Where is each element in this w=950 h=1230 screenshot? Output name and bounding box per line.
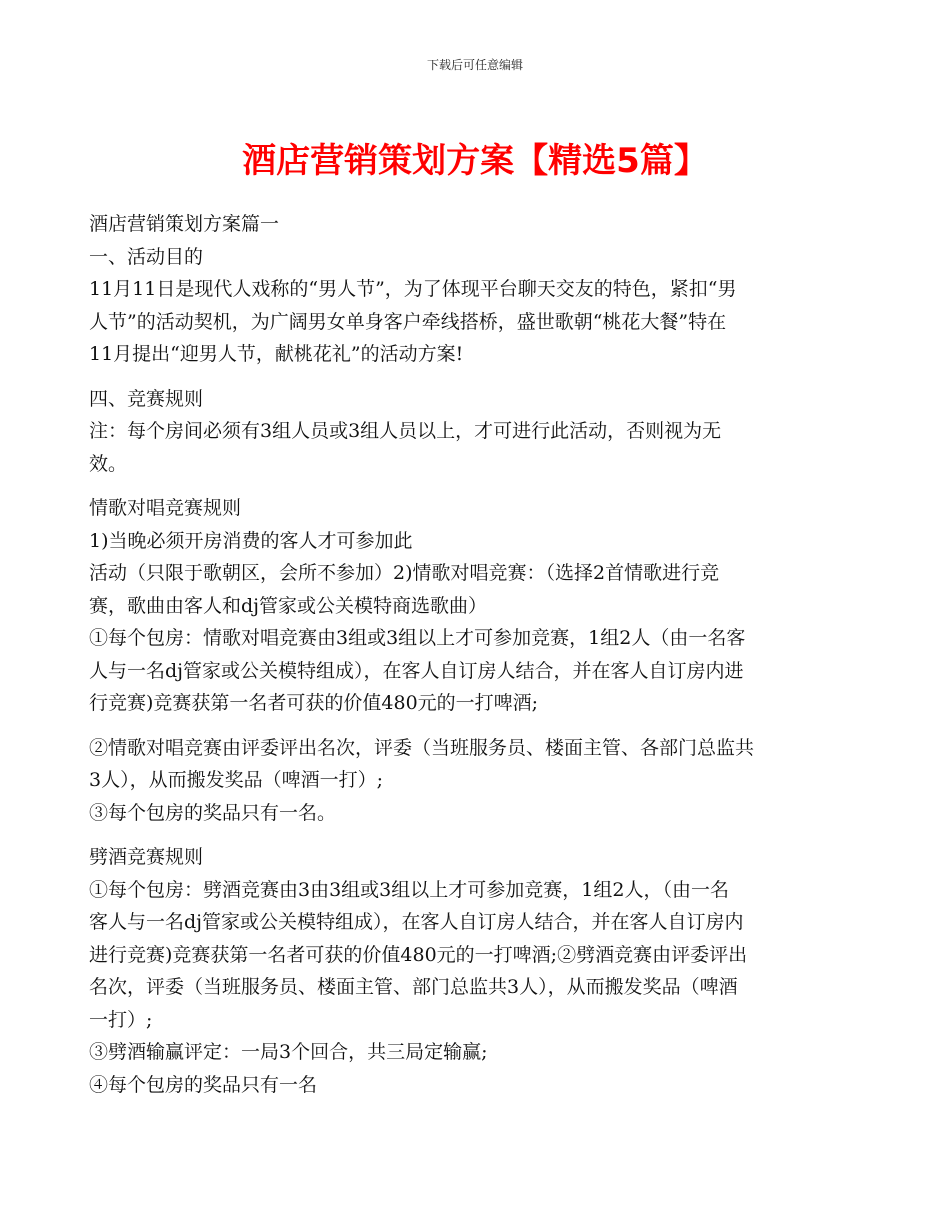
text-line: 活动（只限于歌朝区，会所不参加）2)情歌对唱竞赛：（选择2首情歌进行竞 — [89, 562, 720, 584]
text-line: 进行竞赛)竞赛获第一名者可获的价值480元的一打啤酒;②劈酒竞赛由评委评出 — [89, 943, 748, 966]
text-line: 行竞赛)竞赛获第一名者可获的价值480元的一打啤酒; — [89, 692, 539, 714]
document-body — [89, 208, 864, 1101]
paragraph-block — [89, 492, 864, 720]
header-note: 下载后可任意编辑 — [426, 58, 523, 72]
text-line: 注：每个房间必须有3组人员或3组人员以上，才可进行此活动，否则视为无 — [89, 420, 722, 442]
text-line: ②情歌对唱竞赛由评委评出名次，评委（当班服务员、楼面主管、各部门总监共 — [89, 736, 755, 759]
text-line: ①每个包房：劈酒竞赛由3由3组或3组以上才可参加竞赛，1组2人，（由一名 — [89, 878, 729, 901]
document-title: 酒店营销策划方案【精选5篇】 — [242, 141, 708, 181]
paragraph-block — [89, 732, 864, 830]
paragraph-block — [89, 208, 864, 371]
text-line: 名次，评委（当班服务员、楼面主管、部门总监共3人），从而搬发奖品（啤酒 — [89, 976, 738, 998]
section-heading: 情歌对唱竞赛规则 — [89, 497, 242, 519]
text-line: 11月提出“迎男人节，献桃花礼”的活动方案! — [89, 343, 464, 365]
text-line: 客人与一名dj管家或公关模特组成），在客人自订房人结合，并在客人自订房内 — [89, 911, 744, 933]
paragraph-gap — [89, 371, 864, 383]
text-line: 11月11日是现代人戏称的“男人节”，为了体现平台聊天交友的特色，紧扣“男 — [89, 278, 737, 300]
text-line: ④每个包房的奖品只有一名 — [89, 1073, 318, 1096]
section-heading: 酒店营销策划方案篇一 — [89, 213, 280, 235]
text-line: 1)当晚必须开房消费的客人才可参加此 — [89, 529, 413, 552]
paragraph-gap — [89, 480, 864, 492]
text-line: ①每个包房：情歌对唱竞赛由3组或3组以上才可参加竞赛，1组2人（由一名客 — [89, 627, 746, 649]
text-line: 人与一名dj管家或公关模特组成），在客人自订房人结合，并在客人自订房内进 — [89, 659, 744, 682]
paragraph-gap — [89, 720, 864, 732]
text-line: ③劈酒输赢评定：一局3个回合，共三局定输赢; — [89, 1041, 488, 1063]
paragraph-block — [89, 841, 864, 1101]
text-line: 一打）; — [89, 1008, 153, 1031]
text-line: 效。 — [89, 452, 128, 475]
text-line: 一、活动目的 — [89, 245, 204, 268]
text-line: 人节”的活动契机，为广阔男女单身客户牵线搭桥，盛世歌朝“桃花大餐”特在 — [89, 310, 727, 333]
text-line: 赛，歌曲由客人和dj管家或公关模特商选歌曲） — [89, 594, 488, 617]
paragraph-gap — [89, 829, 864, 841]
section-heading: 劈酒竞赛规则 — [89, 846, 204, 868]
paragraph-block — [89, 383, 864, 481]
text-line: 3人），从而搬发奖品（啤酒一打）; — [89, 769, 383, 791]
text-line: ③每个包房的奖品只有一名。 — [89, 801, 337, 824]
section-heading: 四、竞赛规则 — [89, 387, 204, 410]
